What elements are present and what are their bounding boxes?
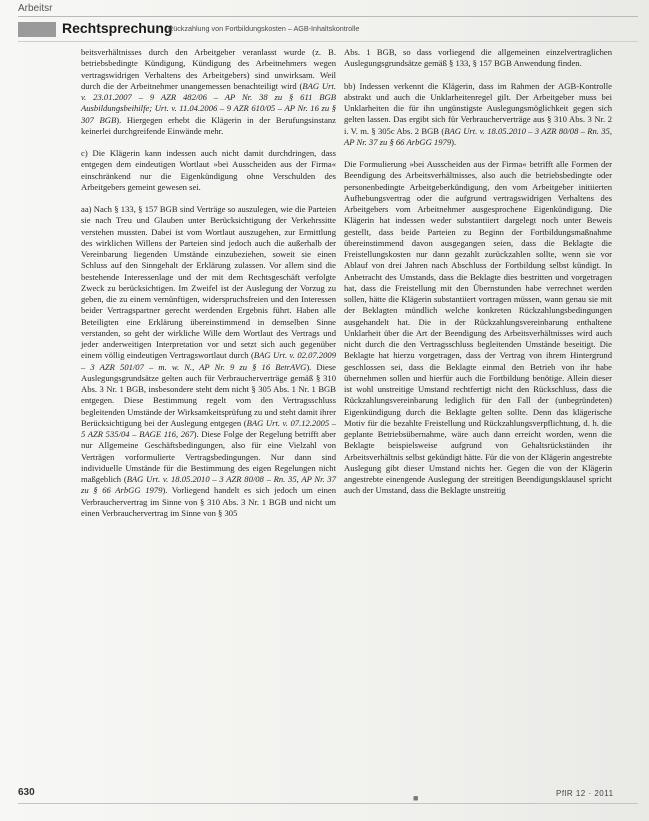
paragraph <box>344 159 612 497</box>
header-rule <box>18 16 638 17</box>
paragraph <box>344 81 612 149</box>
paragraph <box>344 47 612 70</box>
page-footer <box>0 787 649 817</box>
running-header <box>18 20 638 39</box>
body-text: ). Diese Folge der Regelung betrifft aber nur Allgemeine Geschäftsbedingungen, also für eine Vielzahl von Verträgen vorformulierte Vertragsbedingungen. Nur dann sind individuelle Umstände für die Bestimmung des eigen Regelungen nicht maßgeblich ( <box>81 429 336 484</box>
citation: BAG Urt. v. 23.01.2007 – 9 AZR 482/06 – AP Nr. 38 zu § 611 BGB Ausbildungsbeihilfe; Urt. v. 11.04.2006 – 9 AZR 610/05 – AP Nr. 16 zu § 307 BGB <box>81 80 336 125</box>
citation: BAG Urt. v. 18.05.2010 – 3 AZR 80/08 – Rn. 35, AP Nr. 37 zu § 66 ArbGG 1979 <box>344 125 612 147</box>
footer-rule <box>18 803 638 804</box>
body-text: ). Vorliegend handelt es sich jedoch um einen Verbrauchervertrag im Sinne von § 310 Abs. 3 Nr. 1 BGB und nicht um einen Verbrauchervertrag im Sinne von § 305 <box>81 485 336 518</box>
right-column <box>344 47 612 497</box>
body-text: ). Diese Auslegungsgrundsätze gelten auch für Verbraucherverträge gemäß § 310 Abs. 3 Nr. 1 BGB, insbesondere steht dem nicht § 305 Abs. 1 Nr. 1 BGB entgegen. Diese Bestimmung regelt vom den Vertragsschluss begleitenden Umstände der Wirksamkeitsprüfung zu und steht damit ihrer Berücksichtigung bei der Auslegung entgegen ( <box>81 361 336 428</box>
paragraph <box>81 47 336 137</box>
citation: BAG Urt. v. 07.12.2005 – 5 AZR 535/04 – BAGE 116, 267 <box>81 417 336 439</box>
paragraph <box>81 204 336 519</box>
body-text: c) Die Klägerin kann indessen auch nicht damit durchdringen, dass entgegen dem eindeutigen Wortlaut »bei Ausscheiden aus der Firma« einschränkend nur die Eigenkündigung ohne Verschulden des Arbeitgebers gemeint gewesen sei. <box>81 148 336 192</box>
header-color-block <box>18 22 56 37</box>
journal-reference: PflR 12 · 2011 <box>556 789 614 798</box>
citation: BAG Urt. v. 18.05.2010 – 3 AZR 80/08 – Rn. 35, AP Nr. 37 zu § 66 ArbGG 1979 <box>81 474 336 496</box>
body-text: beitsverhältnisses durch den Arbeitgeber veranlasst wurde (z. B. betriebsbedingte Kündigung, Kündigung des Arbeitnehmers wegen vertragswidrigen Verhaltens des Arbeitgebers) sind unwirksam. Weil durch die der Arbeitnehmer unangemessen benachteiligt wird ( <box>81 47 336 91</box>
body-text: ). <box>451 136 457 147</box>
paragraph <box>81 148 336 193</box>
body-text: bb) Indessen verkennt die Klägerin, dass im Rahmen der AGB-Kontrolle abstrakt und auch die Unklarheitenregel gilt. Der Arbeitgeber muss bei Unklarheiten die für ihn ungünstigste Auslegungsmöglichkeit gegen sich gelten lassen. Das ergibt sich für Verbraucherverträge aus § 310 Abs. 3 Nr. 2 i. V. m. § 305c Abs. 2 BGB ( <box>344 80 612 136</box>
header-underline <box>18 41 638 42</box>
header-title: Rechtsprechung <box>62 20 173 36</box>
body-text: Die Formulierung »bei Ausscheiden aus der Firma« betrifft alle Formen der Beendigung des Arbeitsverhältnisses, also auch die betriebsbedingte oder personenbedingte Arbeitgeberkündigung, den vom Arbeitgeber initiierten Aufhebungsvertrag oder die aufgrund vertragswidrigen Verhaltens des Arbeitgebers vom Arbeitnehmer ausgesprochene Eigenkündigung. Die Klägerin hat indessen weder substantiiert dargelegt noch unter Beweis gestellt, dass beide Parteien zu Beginn der Fortbildungsmaßnahme übereinstimmend davon ausgegangen seien, dass die Beklagte die Freistellungskosten nur dann gezahlt zurückzahlen sollte, wenn sie vor Ablauf von drei Jahren nach Abschluss der Fortbildung selbst kündigt. In Anbetracht des Umstands, dass die Beklagte dies bestritten und vorgetragen hat, dass die Freistellung mit den Übernstunden habe verrechnet werden sollen, hätte die Klägerin substantiiert vortragen müssen, wann genau sie mit der Beklagten mündlich welche konkreten Rückzahlungsbedingungen ausgehandelt hat. Die in der Rückzahlungsvereinbarung enthaltene Unklarheit über die Art der Beendigung des Arbeitsverhältnisses wird auch nicht durch die den Vertragsschluss begleitenden Umstände beseitigt. Die Beklagte hat hierzu vorgetragen, dass der Vertrag von ihrem Hintergrund geschlossen sei, dass die Beklagte einmal den Betrieb von ihr habe übernehmen sollen und hierfür auch die Fortbildung benötige. Allein dieser ist wohl unstreitige Umstand rechtfertigt nicht den Rückschluss, dass die Rückzahlungsvereinbarung lediglich für den Fall der (unbegründeten) Eigenkündigung durch die Beklagte gelten sollte. Denn das klägerische Motiv für die bezahlte Freistellung und Rückzahlungsverpflichtung, d. h. die geplante Betriebsübernahme, wäre auch dann erreicht worden, wenn die Beklagte beispielsweise aufgrund von Gehaltsrückständen ihr Arbeitsverhältnis selbst gekündigt hätte. Für die von der Klägerin angestrebte Auslegung gibt dieser Umstand nichts her. Gegen die von der Klägerin angestrebte einengende Auslegung der streitigen Beendigungsklausel spricht auch der Umstand, dass die Beklagte unstreitig <box>344 159 612 496</box>
body-text: Abs. 1 BGB, so dass vorliegend die allgemeinen einzelvertraglichen Auslegungsgrundsätze gemäß § 133, § 157 BGB Anwendung finden. <box>344 47 612 69</box>
left-column <box>81 47 336 519</box>
footer-marker: ■ <box>413 793 419 803</box>
page-number: 630 <box>18 787 35 798</box>
section-label: Arbeitsr <box>18 3 53 14</box>
header-subtitle: Rückzahlung von Fortbildungskosten – AGB-Inhaltskontrolle <box>168 24 360 33</box>
citation: BAG Urt. v. 02.07.2009 – 3 AZR 501/07 – m. w. N., AP Nr. 9 zu § 16 BetrAVG <box>81 350 336 372</box>
body-text: aa) Nach § 133, § 157 BGB sind Verträge so auszulegen, wie die Parteien sie nach Treu und Glauben unter Berücksichtigung der Verkehrssitte verstehen mussten. Dabei ist vom Wortlaut auszugehen, zur Ermittlung des wirklichen Willens der Parteien sind jedoch auch die außerhalb der Vereinbarung liegenden Umstände einzubeziehen, soweit sie einen Schluss auf den Sinngehalt der Erklärung zulassen. Vor allem sind die bestehende Interessenlage und der mit dem Rechtsgeschäft verfolgte Zweck zu berücksichtigen. Im Zweifel ist der Auslegung der Vorzug zu geben, die zu einem vernünftigen, widerspruchsfreien und den Interessen beider Vertragspartner gerecht werdenden Ergebnis führt. Haben alle Beteiligten eine Erklärung übereinstimmend in demselben Sinne verstanden, so geht der wirkliche Wille dem Wortlaut des Vertrags und jeder anderweitigen Interpretation vor und setzt sich auch gegenüber einem völlig eindeutigen Vertragswortlaut durch ( <box>81 204 336 361</box>
body-text: ). Hiergegen erhebt die Klägerin in der Berufungsinstanz keinerlei durchgreifende Einwände mehr. <box>81 114 336 136</box>
